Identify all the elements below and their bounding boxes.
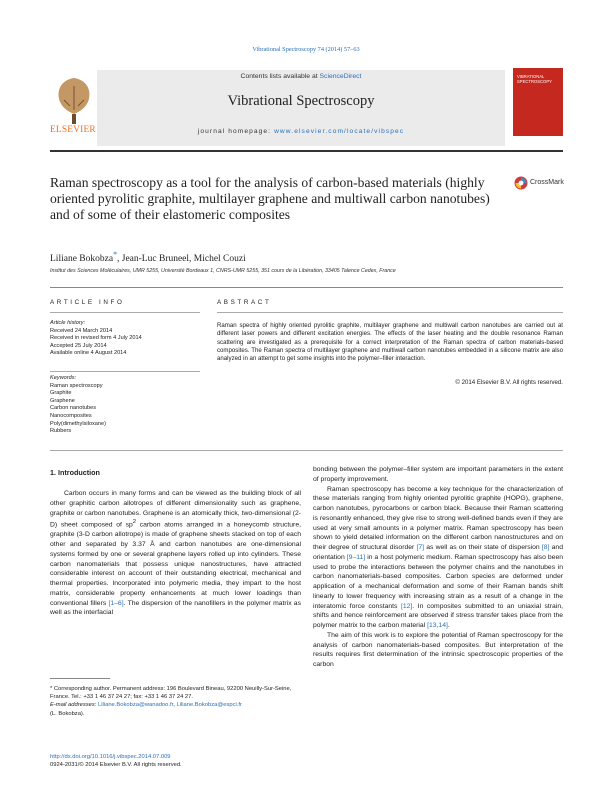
- homepage-link[interactable]: www.elsevier.com/locate/vibspec: [274, 128, 405, 135]
- journal-title: Vibrational Spectroscopy: [227, 93, 375, 109]
- footnote-rule: [50, 678, 110, 679]
- email-link[interactable]: Liliane.Bokobza@wanadoo.fr: [98, 702, 174, 709]
- paragraph: Raman spectroscopy has become a key technique for the characterization of these materials ranging from highly oriented pyrolitic graphite (HOPG), graphene, carbon nanotubes, pyrocarbons or carbon black. Because their Raman scattering is resonantly enhanced, they give rise to strong well-defined bands even if they are used at very small amounts in a polymer matrix. Raman spectroscopy has been shown to yield detailed information on the different carbon nanostructures and on their degree of structural disorder [7] as well as on their state of dispersion [8] and orientation [9–11] in a host polymeric medium. Raman spectroscopy has also been used to probe the interactions between the polymer chains and the nanotubes in carbon nanomaterials-based composites. Carbon species are deformed under application of a mechanical deformation and some of their Raman bands shift linearly to lower frequency with increasing strain as a result of a change in the interatomic force constants [12]. In composites submitted to an uniaxial strain, shifts and hence reinforcement are observed if stress transfer takes place from the polymer matrix to the carbon material [13,14].: [313, 485, 564, 629]
- keywords: [50, 375, 200, 436]
- contents-available: Contents lists available at ScienceDirect: [240, 73, 362, 80]
- author-list: [50, 250, 246, 264]
- abstract-rule: [217, 312, 563, 313]
- body-column-right: [313, 465, 563, 670]
- abstract-text: Raman spectra of highly oriented pyrolitic graphite, multilayer graphene and multiwall carbon nanotubes are carried out at different laser powers and different excitation energies. The effects of the laser heating and the double resonance Raman scattering are investigated as a prerequisite for a correct interpretation of the Raman spectra of carbon materials-based composites. The Raman spectra of multilayer graphene and multiwall carbon nanotubes embedded in a silicone matrix are also analyzed in an attempt to get some insights into the polymer–filler interaction.: [217, 322, 563, 362]
- doi-link[interactable]: http://dx.doi.org/10.1016/j.vibspec.2014.07.009: [50, 754, 171, 760]
- keyword-item: Graphite: [50, 390, 72, 397]
- author-bokobza: Liliane Bokobza: [50, 254, 114, 265]
- footnote-email-owner: (L. Bokobza).: [50, 710, 85, 717]
- history-item: Received 24 March 2014: [50, 327, 113, 334]
- affiliation: Institut des Sciences Moléculaires, UMR 5255, Université Bordeaux 1, CNRS-UMR 5255, 351 cours de la Libération, 33405 Talence Cedex, France: [50, 268, 396, 274]
- publisher-name: ELSEVIER: [50, 125, 96, 135]
- introduction-heading: 1. Introduction: [50, 468, 100, 477]
- article-history-heading: Article history:: [50, 320, 86, 326]
- issn-line: 0924-2031/© 2014 Elsevier B.V. All rights reserved.: [50, 762, 182, 769]
- author-others: , Jean-Luc Bruneel, Michel Couzi: [117, 254, 246, 265]
- citation-link[interactable]: [1–6]: [108, 599, 124, 607]
- abstract-label: ABSTRACT: [217, 299, 272, 306]
- crossmark-icon: [514, 176, 528, 190]
- citation-link[interactable]: [8]: [541, 544, 550, 551]
- keyword-item: Rubbers: [50, 428, 72, 435]
- history-item: Available online 4 August 2014: [50, 350, 127, 357]
- corresponding-author-footnote: [50, 685, 301, 718]
- section-rule: [50, 287, 563, 288]
- crossmark-label: CrossMark: [530, 179, 564, 186]
- header-rule: [50, 150, 563, 152]
- article-info-label: ARTICLE INFO: [50, 299, 125, 306]
- front-matter-rule: [50, 450, 563, 451]
- cover-title: VIBRATIONAL SPECTROSCOPY: [517, 74, 552, 85]
- citation-link[interactable]: [12]: [400, 602, 413, 610]
- keyword-item: Carbon nanotubes: [50, 405, 97, 412]
- keywords-heading: Keywords:: [50, 375, 77, 381]
- keyword-item: Poly(dimethylsiloxane): [50, 420, 106, 427]
- journal-homepage: journal homepage: www.elsevier.com/locate/vibspec: [197, 128, 405, 135]
- journal-reference[interactable]: Vibrational Spectroscopy 74 (2014) 57–63: [252, 46, 360, 53]
- corresponding-author-mark[interactable]: *: [113, 250, 118, 259]
- doi-block: [50, 753, 182, 770]
- paragraph: The aim of this work is to explore the potential of Raman spectroscopy for the analysis of carbon nanomaterials-based composites. But interpretation of the results requires first determination of the intrinsic spectroscopic properties of the carbon: [313, 631, 563, 668]
- history-item: Received in revised form 4 July 2014: [50, 335, 142, 342]
- footnote-emails: E-mail addresses: Liliane.Bokobza@wanadoo.fr, Liliane.Bokobza@espci.fr: [50, 702, 242, 709]
- citation-link[interactable]: [9–11]: [346, 553, 366, 561]
- abstract-copyright: © 2014 Elsevier B.V. All rights reserved.: [455, 379, 563, 386]
- keyword-item: Nanocomposites: [50, 412, 92, 419]
- journal-cover-thumbnail: [513, 68, 563, 136]
- keyword-item: Graphene: [50, 397, 75, 404]
- sciencedirect-link[interactable]: ScienceDirect: [319, 73, 362, 80]
- keywords-rule: [50, 371, 200, 372]
- keyword-item: Raman spectroscopy: [50, 382, 103, 389]
- article-info-rule: [50, 312, 200, 313]
- citation-link[interactable]: [7]: [416, 544, 425, 551]
- article-history: [50, 320, 200, 358]
- crossmark-badge[interactable]: [514, 175, 566, 193]
- citation-link[interactable]: [13,14]: [427, 622, 448, 629]
- footnote-address: * Corresponding author. Permanent address: 196 Boulevard Bineau, 92200 Neuilly-Sur-Seine, France. Tel.: +33 1 46 37 24 27; fax: +33 1 46 37 24 27.: [50, 686, 292, 701]
- body-column-left: [50, 489, 301, 618]
- article-title: Raman spectroscopy as a tool for the analysis of carbon-based materials (highly oriented pyrolitic graphite, multilayer graphene and multiwall carbon nanotubes) and of some of their elastomeric composites: [50, 175, 490, 222]
- paragraph-continued: bonding between the polymer–filler system are important parameters in the extent of property improvement.: [313, 466, 563, 483]
- paragraph: Carbon occurs in many forms and can be viewed as the building block of all other graphitic carbon allotropes of different dimensionality such as graphene, graphite or carbon nanotubes. Graphene is an atomically thick, two-dimensional (2-D) sheet composed of $sp^2$ carbon atoms arranged in a honeycomb structure, graphite (3-D carbon allotrope) is made of graphene sheets stacked on top of each other and separated by 3.37 Å and carbon nanotubes are one-dimensional systems formed by one or several graphene layers rolled up into cylinders. These carbon nanomaterials that possess unique nanostructures, have attracted considerable interest on account of their outstanding electrical, mechanical and thermal properties. Incorporated into polymeric media, they impart to the host matrix, considerable property enhancements at much lower loadings than conventional fillers [1–6]. The dispersion of the nanofillers in the polymer matrix as well as the interfacial: [50, 490, 301, 617]
- email-link[interactable]: Liliane.Bokobza@espci.fr: [176, 702, 242, 709]
- history-item: Accepted 25 July 2014: [50, 342, 107, 349]
